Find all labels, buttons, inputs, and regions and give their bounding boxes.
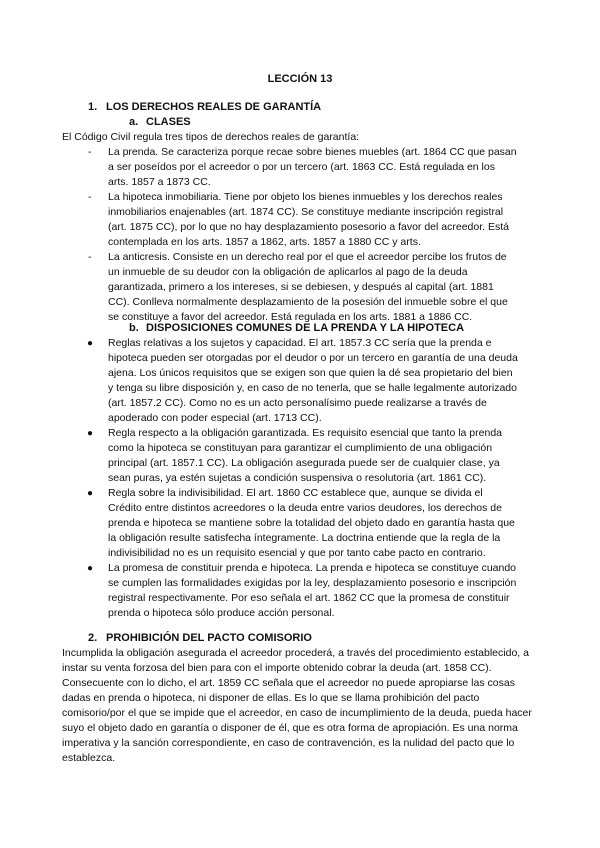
section-1-heading [88, 100, 321, 114]
bullet-marker: ● [87, 428, 94, 439]
dash-marker: - [88, 146, 92, 158]
classes-intro: El Código Civil regula tres tipos de derechos reales de garantía: [62, 131, 360, 143]
subsection-b-letter: b. [129, 322, 139, 334]
classes-list [86, 145, 518, 325]
subsection-a-heading [129, 115, 191, 129]
list-item [86, 145, 518, 190]
section-2-number: 2. [88, 632, 98, 644]
rule-promise-text: La promesa de constituir prenda e hipoteca. La prenda e hipoteca se constituye cuando se cumplen las formalidades exigidas por la ley, desplazamiento posesorio e inscripción registral respectivamente. Por eso señala el art. 1862 CC que la promesa de constituir prenda o hipoteca sólo produce acción personal. [108, 562, 517, 619]
bullet-marker: ● [87, 563, 94, 574]
list-item [86, 190, 518, 250]
list-item [86, 250, 518, 325]
class-prenda-text: La prenda. Se caracteriza porque recae sobre bienes muebles (art. 1864 CC que pasan a ser poseídos por el acreedor o por un tercero (art. 1863 CC. Está regulada en los arts. 1857 a 1873 CC. [108, 146, 517, 188]
common-rules-list [86, 336, 518, 621]
list-item [86, 336, 518, 426]
section-1-number: 1. [88, 101, 98, 113]
rule-subjects-text: Reglas relativas a los sujetos y capacidad. El art. 1857.3 CC sería que la prenda e hipoteca pueden ser otorgadas por el deudor o por un tercero en garantía de una deuda ajena. Los únicos requisitos que se exigen son que quien la dé sea propietario del bien y tenga su libre disposición y, en caso de no tenerla, que se halle legalmente autorizado (art. 1857.2 CC). Como no es un acto personalísimo puede realizarse a través de apoderado con poder especial (art. 1713 CC). [108, 337, 518, 424]
rule-obligation-text: Regla respecto a la obligación garantizada. Es requisito esencial que tanto la prenda como la hipoteca se constituyan para garantizar el cumplimiento de una obligación principal (art. 1857.1 CC). La obligación asegurada puede ser de cualquier clase, ya sean puras, ya estén sujetas a condición suspensiva o resolutoria (art. 1861 CC). [108, 427, 503, 484]
bullet-marker: ● [87, 338, 94, 349]
bullet-marker: ● [87, 488, 94, 499]
section-2-title: PROHIBICIÓN DEL PACTO COMISORIO [106, 632, 312, 644]
subsection-a-title: CLASES [146, 116, 191, 128]
section-2-body: Incumplida la obligación asegurada el acreedor procederá, a través del procedimiento establecido, a instar su venta forzosa del bien para con el importe obtenido cobrar la deuda (art. 1858 CC). Consecuente con lo dicho, el art. 1859 CC señala que el acreedor no puede apropiarse las cosas dadas en prenda o hipoteca, ni disponer de ellas. Es lo que se llama prohibición del pacto comisorio/por el que se impide que el acreedor, en caso de incumplimiento de la deuda, pueda hacer suyo el objeto dado en garantía o disponer de él, que es otra forma de apropiación. Es una norma imperativa y la sanción correspondiente, en caso de contravención, es la nulidad del pacto que lo establezca. [62, 647, 532, 764]
subsection-a-letter: a. [129, 116, 139, 128]
subsection-b-title: DISPOSICIONES COMUNES DE LA PRENDA Y LA HIPOTECA [146, 322, 465, 334]
section-1-title: LOS DERECHOS REALES DE GARANTÍA [106, 101, 322, 113]
lesson-title: LECCIÓN 13 [267, 73, 333, 85]
list-item [86, 486, 518, 561]
list-item [86, 561, 518, 621]
subsection-b-heading [129, 321, 464, 335]
class-anticresis-text: La anticresis. Consiste en un derecho real por el que el acreedor percibe los frutos de un inmueble de su deudor con la obligación de aplicarlos al pago de la deuda garantizada, primero a los intereses, si se debiesen, y después al capital (art. 1881 CC). Conlleva normalmente desplazamiento de la posesión del inmueble sobre el que se constituye a favor del acreedor. Está regulada en los arts. 1881 a 1886 CC. [108, 251, 508, 323]
rule-indivisibility-text: Regla sobre la indivisibilidad. El art. 1860 CC establece que, aunque se divida el Crédito entre distintos acreedores o la deuda entre varios deudores, los derechos de prenda e hipoteca se mantiene sobre la totalidad del objeto dado en garantía hasta que la obligación resulte satisfecha íntegramente. La doctrina entiende que la regla de la indivisibilidad no es un requisito esencial y que por tanto cabe pacto en contrario. [108, 487, 515, 559]
list-item [86, 426, 518, 486]
dash-marker: - [88, 191, 92, 203]
class-hipoteca-text: La hipoteca inmobiliaria. Tiene por objeto los bienes inmuebles y los derechos reales inmobiliarios enajenables (art. 1874 CC). Se constituye mediante inscripción registral (art. 1875 CC), por lo que no hay desplazamiento posesorio a favor del acreedor. Está contemplada en los arts. 1857 a 1862, arts. 1857 a 1880 CC y arts. [108, 191, 509, 248]
section-2-heading [88, 631, 312, 645]
dash-marker: - [88, 251, 92, 263]
